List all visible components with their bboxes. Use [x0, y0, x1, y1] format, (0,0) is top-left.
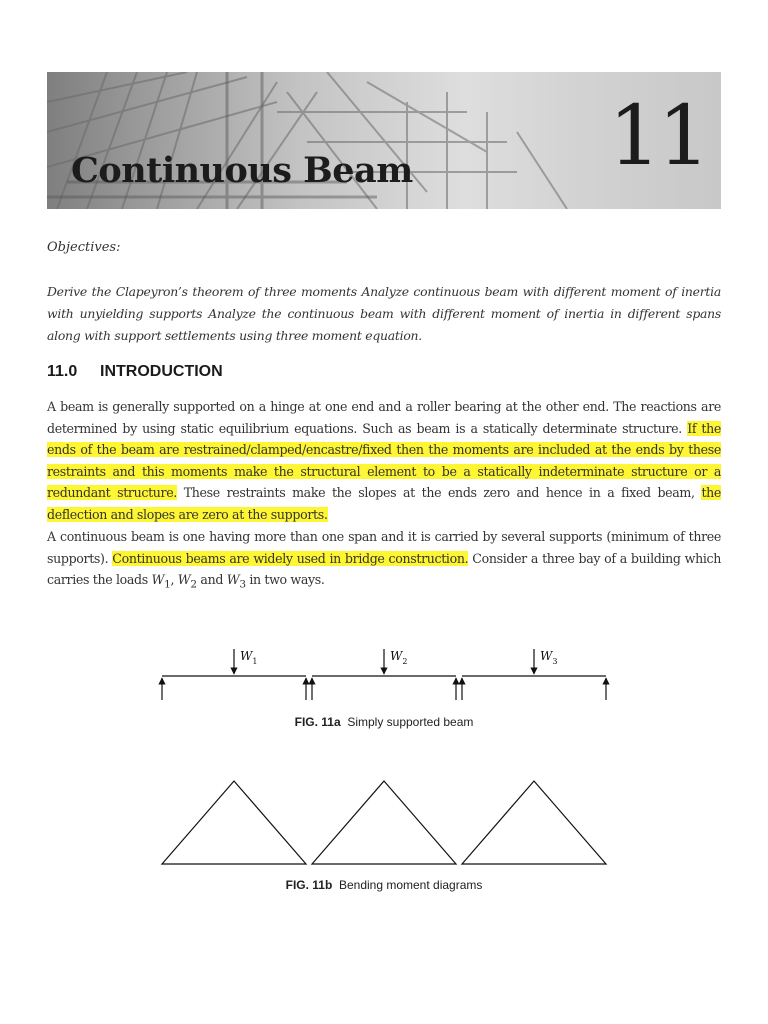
load-w1-subscript: 1 — [164, 578, 171, 591]
highlighted-text-bridge: Continuous beams are widely used in bridge construction. — [112, 550, 469, 566]
objectives-text: Derive the Clapeyron’s theorem of three moments Analyze continuous beam with different moment of inertia with unyielding supports Analyze the continuous beam with different moment of inertia in different spans along with support settlements using three moment equation. — [47, 284, 721, 343]
highlighted-text-indeterminate: If the ends of the beam are restrained/clamped/encastre/fixed then the moments are included at the ends by these restraints and this moments make the structural element to be a statically indeterminate structure or a redundant structure. — [47, 420, 721, 501]
load-w2-symbol: W — [177, 572, 191, 588]
section-number: 11.0 — [47, 363, 78, 380]
figure-11b-label: FIG. 11b — [285, 878, 333, 892]
load-separator: , — [170, 572, 175, 588]
and-word: and — [200, 572, 224, 588]
load-w3-symbol: W — [226, 572, 240, 588]
bending-moment-triangle-3 — [462, 781, 606, 864]
figure-11b-caption-text: Bending moment diagrams — [338, 878, 483, 892]
bending-moment-triangle-1 — [162, 781, 306, 864]
objectives-label: Objectives: — [47, 240, 121, 255]
bending-moment-triangle-2 — [312, 781, 456, 864]
paragraph-2-sentence-4: in two ways. — [249, 572, 325, 588]
paragraph-2-sentence-1: A continuous beam is one having more than one span and it is carried by several supports (minimum of three supports). — [47, 529, 721, 566]
section-title: INTRODUCTION — [100, 363, 223, 380]
load-label-w3: $W_3$ — [540, 649, 558, 666]
highlighted-text-deflection: the deflection and slopes are zero at the supports. — [47, 485, 722, 522]
paragraph-1-sentence-3: These restraints make the slopes at the ends zero and hence in a fixed beam, — [183, 485, 695, 501]
paragraph-1-sentence-1: A beam is generally supported on a hinge at one end and a roller bearing at the other end. The reactions are determined by using static equilibrium equations. Such as beam is a statically determinate structure. — [47, 399, 721, 436]
figure-11a-label: FIG. 11a — [294, 715, 341, 729]
load-label-w2: $W_2$ — [390, 649, 408, 666]
load-w2-subscript: 2 — [190, 578, 197, 591]
chapter-title: Continuous Beam — [71, 150, 413, 191]
load-w3-subscript: 3 — [239, 578, 246, 591]
load-w1-symbol: W — [151, 572, 165, 588]
figure-11b-caption — [0, 878, 768, 892]
figure-11a-caption-text: Simply supported beam — [347, 715, 474, 729]
figure-11a-caption — [0, 715, 768, 729]
paragraph-2-sentence-3: Consider a three bay of a building which carries the loads — [47, 550, 721, 588]
figure-11b-bending-moment-diagram — [162, 781, 606, 864]
load-label-w1: $W_1$ — [240, 649, 258, 666]
chapter-number: 11 — [608, 89, 707, 184]
